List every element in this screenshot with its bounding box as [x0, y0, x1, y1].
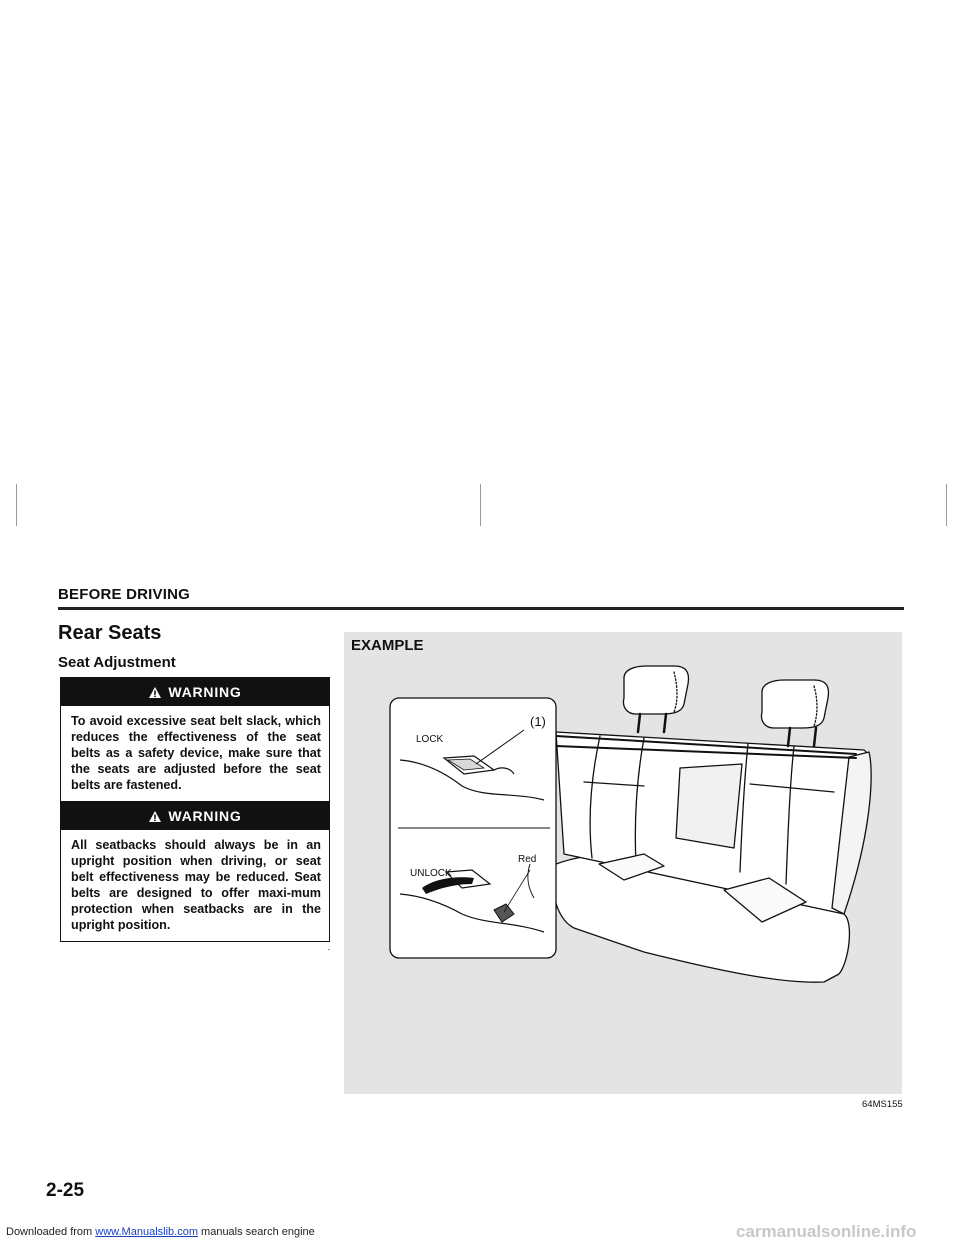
stray-mark — [328, 949, 330, 950]
footer-prefix: Downloaded from — [6, 1226, 96, 1238]
warning-label: WARNING — [168, 808, 242, 824]
footer — [6, 1226, 315, 1238]
footer-suffix: manuals search engine — [197, 1226, 315, 1238]
warning-triangle-icon — [148, 810, 162, 823]
section-header: BEFORE DRIVING — [58, 586, 190, 603]
warning-triangle-icon — [148, 686, 162, 699]
page-number: 2-25 — [46, 1180, 85, 1201]
warning-box-1 — [60, 677, 330, 802]
red-label: Red — [518, 854, 537, 865]
warning-box-2 — [60, 801, 330, 942]
section-subtitle: Seat Adjustment — [58, 654, 176, 671]
warning-header — [61, 802, 329, 830]
figure-code: 64MS155 — [862, 1099, 903, 1110]
figure-label: EXAMPLE — [351, 637, 424, 654]
header-rule — [58, 607, 904, 610]
lock-label: LOCK — [416, 734, 444, 745]
unlock-label: UNLOCK — [410, 868, 452, 879]
watermark: carmanualsonline.info — [736, 1222, 917, 1241]
warning-header — [61, 678, 329, 706]
crop-mark — [480, 484, 481, 526]
warning-text: To avoid excessive seat belt slack, which reduces the effectiveness of the seat belts as a safety device, make sure that the seats are adjusted before the seat belts are fastened. — [71, 714, 321, 792]
callout-number: (1) — [530, 714, 546, 729]
crop-mark — [946, 484, 947, 526]
rear-seat-illustration — [344, 632, 902, 1094]
warning-label: WARNING — [168, 684, 242, 700]
crop-mark — [16, 484, 17, 526]
footer-link[interactable]: www.Manualslib.com — [95, 1226, 198, 1238]
rear-seat-figure — [344, 632, 902, 1094]
page-title: Rear Seats — [58, 622, 162, 644]
warning-text: All seatbacks should always be in an upright position when driving, or seat belt effectiveness may be reduced. Seat belts are designed to offer maxi-mum protection when seatbacks are in the upright position. — [71, 838, 321, 932]
